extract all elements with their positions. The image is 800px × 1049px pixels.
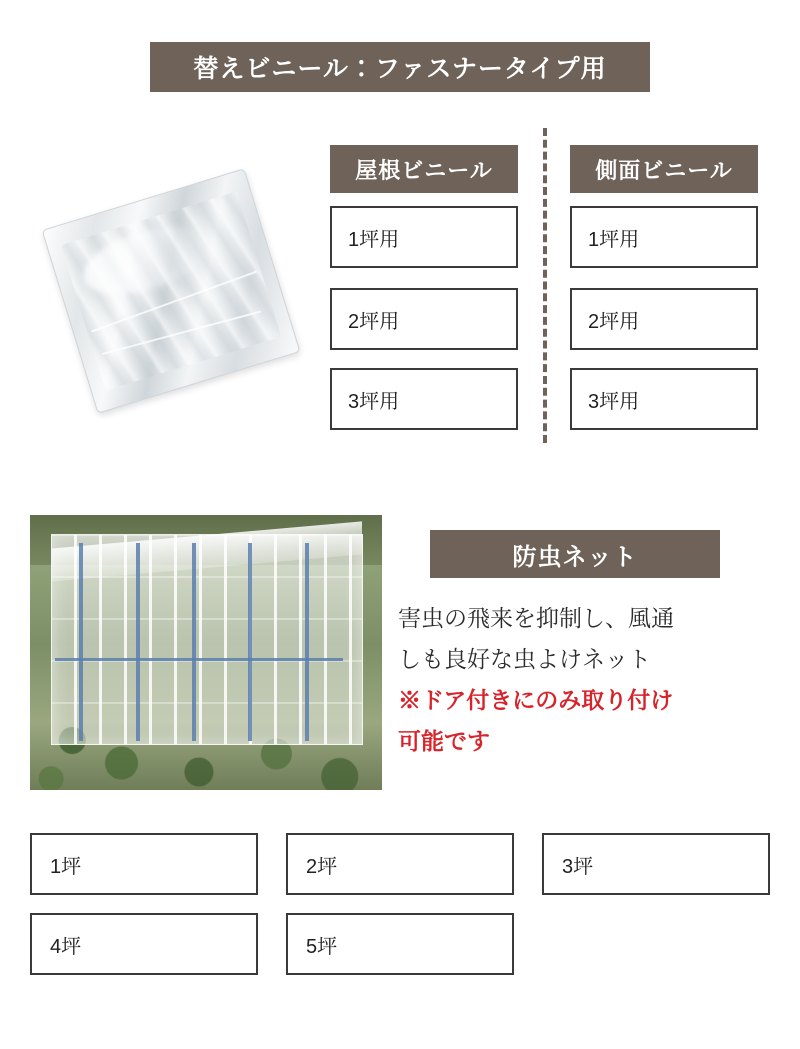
frame-pole [305, 543, 309, 741]
option-side-1tsubo[interactable]: 1坪用 [570, 206, 758, 268]
option-roof-2tsubo[interactable]: 2坪用 [330, 288, 518, 350]
net-size-5tsubo[interactable]: 5坪 [286, 913, 514, 975]
net-size-4tsubo[interactable]: 4坪 [30, 913, 258, 975]
insect-net-description [398, 598, 778, 762]
net-size-2tsubo[interactable]: 2坪 [286, 833, 514, 895]
vinyl-fold-line [91, 270, 257, 332]
frame-pole [79, 543, 83, 741]
option-side-3tsubo[interactable]: 3坪用 [570, 368, 758, 430]
net-desc-line2: しも良好な虫よけネット [398, 646, 651, 672]
net-warning-line1: ※ドア付きにのみ取り付け [398, 687, 674, 713]
dashed-divider [543, 128, 547, 443]
frame-rail [55, 658, 344, 661]
frame-pole [192, 543, 196, 741]
insect-net-photo [30, 515, 382, 790]
frame-pole [136, 543, 140, 741]
vinyl-package-photo [40, 160, 310, 430]
option-roof-1tsubo[interactable]: 1坪用 [330, 206, 518, 268]
option-roof-3tsubo[interactable]: 3坪用 [330, 368, 518, 430]
frame-pole [248, 543, 252, 741]
section-title-insect-net: 防虫ネット [430, 530, 720, 578]
net-size-1tsubo[interactable]: 1坪 [30, 833, 258, 895]
vinyl-package-image [42, 168, 301, 414]
option-side-2tsubo[interactable]: 2坪用 [570, 288, 758, 350]
greenhouse-with-net [51, 534, 363, 745]
net-desc-line1: 害虫の飛来を抑制し、風通 [398, 605, 674, 631]
column-header-side-vinyl: 側面ビニール [570, 145, 758, 193]
net-size-3tsubo[interactable]: 3坪 [542, 833, 770, 895]
section-title-vinyl: 替えビニール：ファスナータイプ用 [150, 42, 650, 92]
net-warning-line2: 可能です [398, 728, 490, 754]
column-header-roof-vinyl: 屋根ビニール [330, 145, 518, 193]
